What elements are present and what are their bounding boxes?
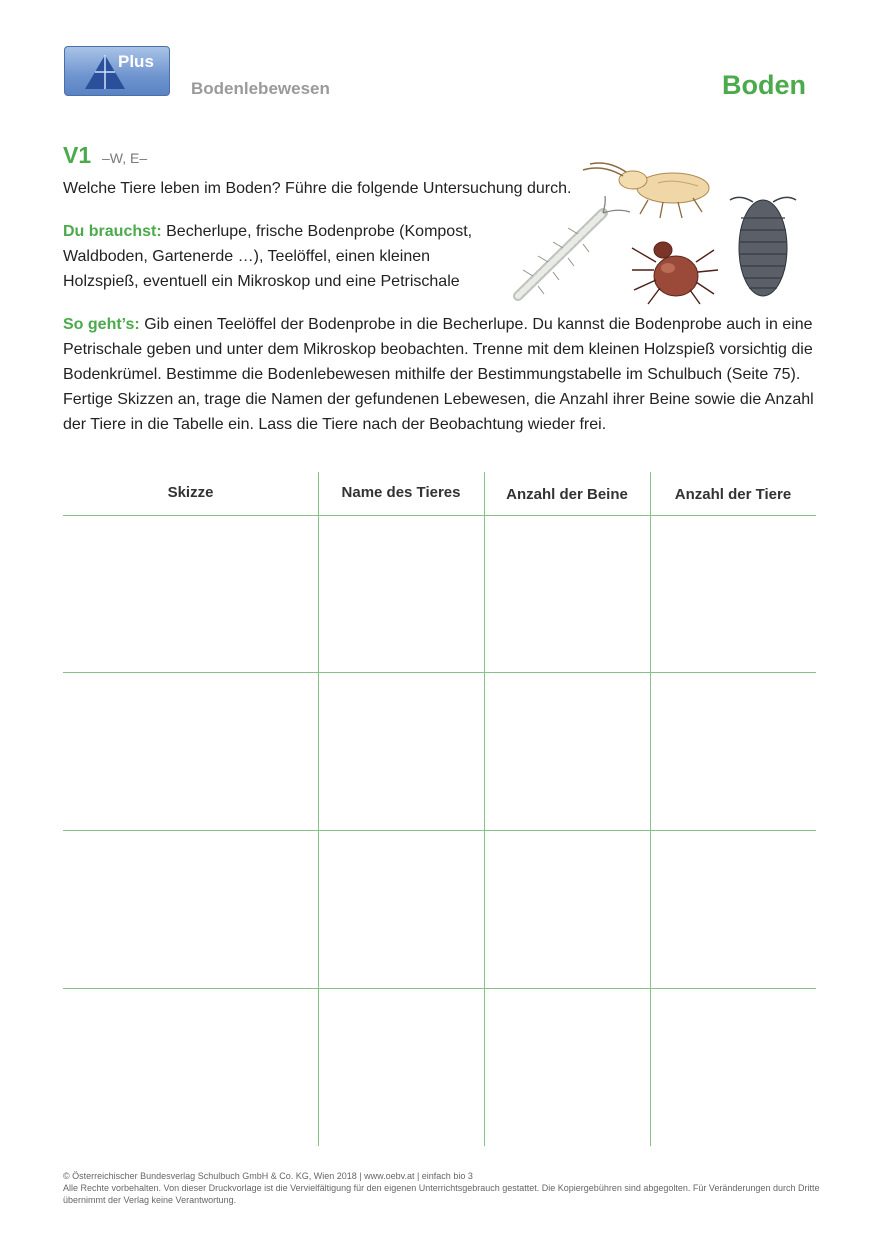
- page-title: Boden: [722, 70, 806, 100]
- table-row-divider: [63, 988, 816, 989]
- table-row-divider: [63, 830, 816, 831]
- materials-paragraph: [63, 219, 493, 294]
- task-question: Welche Tiere leben im Boden? Führe die folgende Untersuchung durch.: [63, 180, 572, 197]
- table-header-count: Anzahl der Tiere: [674, 486, 792, 503]
- footer-rights: Alle Rechte vorbehalten. Von dieser Druckvorlage ist die Vervielfältigung für den eigenen Unterrichtsgebrauch gestattet. Die Kopiergebühren sind abgegolten. Für Veränderungen durch Dritte übernimmt der Verlag keine Verantwortung.: [63, 1183, 820, 1205]
- footer-copyright: © Österreichischer Bundesverlag Schulbuch GmbH & Co. KG, Wien 2018 | www.oebv.at | einfach bio 3: [63, 1171, 473, 1181]
- footer: [63, 1170, 823, 1206]
- mite-icon: [632, 242, 718, 304]
- procedure-label: So geht’s:: [63, 316, 140, 333]
- table-header-sketch: Skizze: [167, 484, 214, 501]
- table-column-divider: [650, 472, 651, 1146]
- soil-animals-illustration: [508, 158, 808, 308]
- table-row-divider: [63, 672, 816, 673]
- table-header-divider: [63, 515, 816, 516]
- table-header-legs: Anzahl der Beine: [506, 486, 628, 503]
- plus-logo: [64, 46, 170, 96]
- table-column-divider: [484, 472, 485, 1146]
- centipede-icon: [518, 196, 630, 296]
- procedure-paragraph: [63, 312, 823, 437]
- materials-text: Becherlupe, frische Bodenprobe (Kompost, Waldboden, Gartenerde …), Teelöffel, einen kleinen Holzspieß, eventuell ein Mikroskop und eine Petrischale: [63, 223, 473, 290]
- procedure-text: Gib einen Teelöffel der Bodenprobe in die Becherlupe. Du kannst die Bodenprobe auch in eine Petrischale geben und unter dem Mikroskop beobachten. Trenne mit dem kleinen Holzspieß vorsichtig die Bodenkrümel. Bestimme die Bodenlebewesen mithilfe der Bestimmungstabelle im Schulbuch (Seite 75). Fertige Skizzen an, trage die Namen der gefundenen Lebewesen, die Anzahl ihrer Beine sowie die Anzahl der Tiere in die Tabelle ein. Lass die Tiere nach der Beobachtung wieder frei.: [63, 316, 814, 433]
- woodlouse-icon: [730, 197, 796, 296]
- task-number: V1: [63, 142, 92, 168]
- logo-text: Plus: [118, 52, 154, 71]
- header-subtitle: Bodenlebewesen: [191, 79, 330, 98]
- table-column-divider: [318, 472, 319, 1146]
- task-tags: –W, E–: [102, 150, 148, 166]
- materials-label: Du brauchst:: [63, 223, 162, 240]
- observation-table: [63, 472, 816, 1146]
- table-header-name: Name des Tieres: [341, 484, 461, 501]
